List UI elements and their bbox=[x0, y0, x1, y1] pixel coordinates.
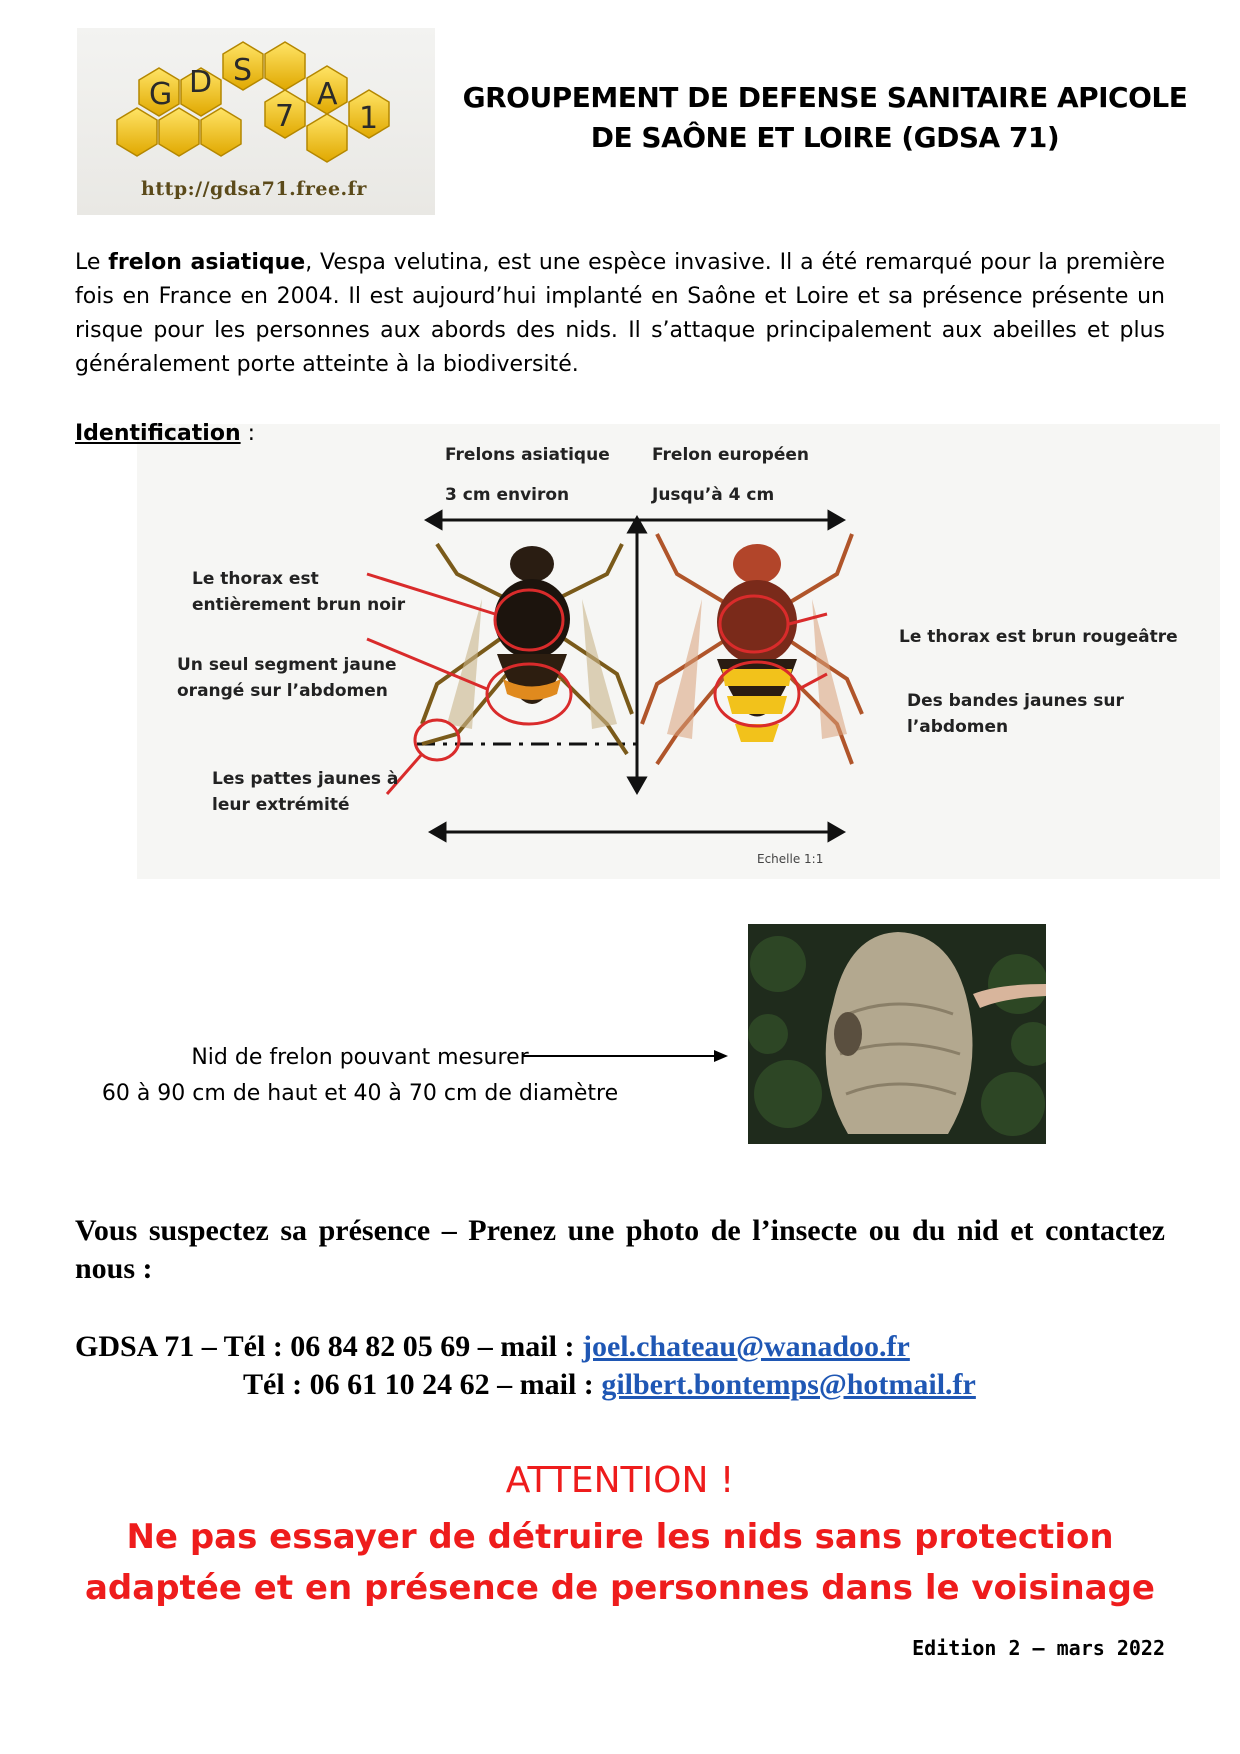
intro-paragraph bbox=[75, 246, 1165, 382]
logo-url: http://gdsa71.free.fr bbox=[141, 178, 367, 200]
label-thorax-black-line-1: Le thorax est bbox=[192, 569, 319, 589]
logo-letter-1: 1 bbox=[359, 101, 379, 136]
nest-caption-line-2: 60 à 90 cm de haut et 40 à 70 cm de diamètre bbox=[101, 1081, 619, 1106]
title-line-1: GROUPEMENT DE DEFENSE SANITAIRE APICOLE bbox=[462, 81, 1188, 114]
logo-letter-s: S bbox=[233, 53, 253, 88]
edition-note: Edition 2 – mars 2022 bbox=[912, 1636, 1165, 1660]
label-single-segment-line-1: Un seul segment jaune bbox=[177, 655, 397, 675]
label-yellow-legs-line-1: Les pattes jaunes à bbox=[212, 769, 399, 789]
asian-hornet-size: 3 cm environ bbox=[445, 485, 570, 505]
page-title bbox=[430, 78, 1220, 158]
identification-suffix: : bbox=[240, 421, 256, 446]
label-thorax-red: Le thorax est brun rougeâtre bbox=[899, 627, 1178, 647]
attention-line-2: adaptée et en présence de personnes dans le voisinage bbox=[84, 1568, 1155, 1608]
attention-line-1: Ne pas essayer de détruire les nids sans protection bbox=[126, 1517, 1114, 1557]
label-yellow-legs-line-2: leur extrémité bbox=[212, 795, 350, 815]
identification-figure bbox=[137, 424, 1220, 879]
nest-photo bbox=[748, 924, 1046, 1144]
nest-caption-line-1: Nid de frelon pouvant mesurer bbox=[191, 1045, 529, 1070]
label-single-segment bbox=[177, 652, 397, 704]
title-line-2: DE SAÔNE ET LOIRE (GDSA 71) bbox=[590, 121, 1060, 154]
label-yellow-bands: Des bandes jaunes sur l’abdomen bbox=[907, 691, 1124, 737]
contact-2-info: Tél : 06 61 10 24 62 – mail : bbox=[243, 1368, 602, 1401]
intro-before: Le bbox=[75, 250, 109, 275]
european-hornet-size: Jusqu’à 4 cm bbox=[652, 485, 775, 505]
contact-1-info: GDSA 71 – Tél : 06 84 82 05 69 – mail : bbox=[75, 1330, 582, 1363]
identification-heading bbox=[75, 421, 255, 446]
intro-after: , Vespa velutina, est une espèce invasive. Il a été remarqué pour la première fois en France en 2004. Il est aujourd’hui implanté en Saône et Loire et sa présence présente un risque pour les personnes aux abords des nids. Il s’attaque principalement aux abeilles et plus généralement porte atteinte à la biodiversité. bbox=[75, 250, 1165, 377]
asian-hornet-title: Frelons asiatique bbox=[445, 445, 610, 465]
honeycomb-logo-graphic bbox=[77, 28, 435, 178]
logo-letter-d: D bbox=[189, 65, 213, 100]
european-hornet-title: Frelon européen bbox=[652, 445, 809, 465]
call-to-action: Vous suspectez sa présence – Prenez une photo de l’insecte ou du nid et contactez nous : bbox=[75, 1214, 1165, 1285]
gdsa-logo bbox=[77, 28, 435, 215]
logo-letter-7: 7 bbox=[275, 99, 295, 134]
hornet-nest-image bbox=[748, 924, 1046, 1144]
label-yellow-legs bbox=[212, 766, 398, 818]
label-thorax-black bbox=[192, 566, 405, 618]
intro-bold-term: frelon asiatique bbox=[108, 250, 306, 275]
label-thorax-black-line-2: entièrement brun noir bbox=[192, 595, 406, 615]
identification-label: Identification bbox=[75, 421, 241, 446]
logo-letter-g: G bbox=[149, 77, 173, 112]
contact-line-1 bbox=[75, 1328, 910, 1366]
scale-label: Echelle 1:1 bbox=[757, 852, 824, 866]
email-link-1[interactable]: joel.chateau@wanadoo.fr bbox=[581, 1330, 910, 1363]
contact-line-2 bbox=[243, 1366, 976, 1404]
label-single-segment-line-2: orangé sur l’abdomen bbox=[177, 681, 388, 701]
nest-arrow-icon bbox=[520, 1046, 730, 1066]
attention-title: ATTENTION ! bbox=[505, 1460, 735, 1501]
logo-letter-a: A bbox=[317, 77, 338, 112]
european-hornet-drawing bbox=[642, 534, 862, 764]
email-link-2[interactable]: gilbert.bontemps@hotmail.fr bbox=[601, 1368, 976, 1401]
